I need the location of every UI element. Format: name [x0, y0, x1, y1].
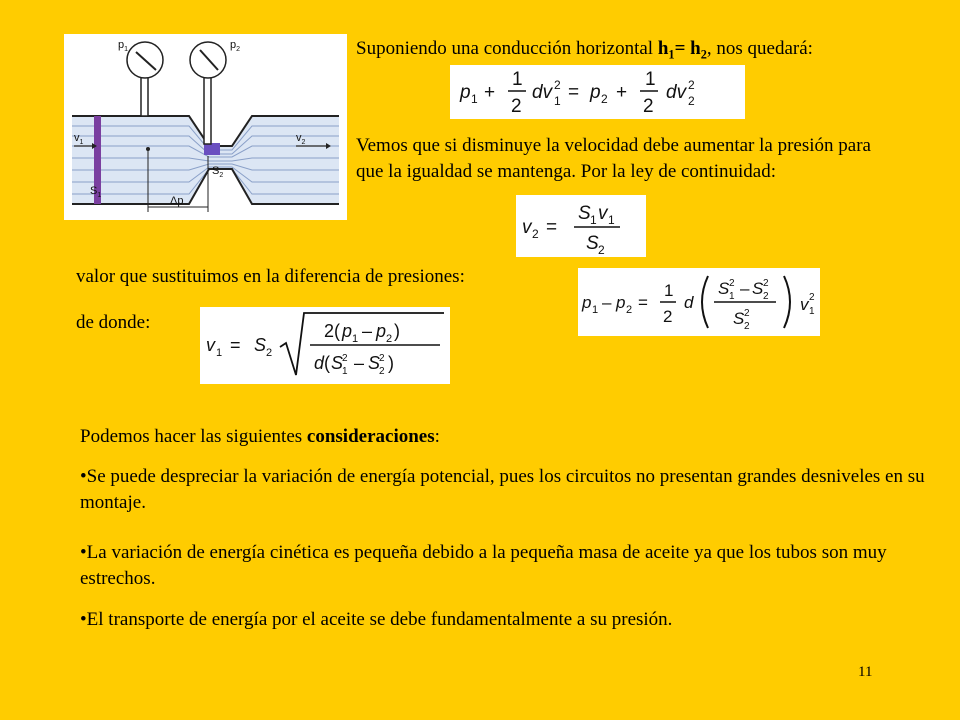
pressure-difference-equation	[578, 268, 820, 336]
svg-text:2: 2	[643, 96, 654, 117]
section-s1-label: $S_1$	[90, 185, 102, 199]
section-s2-label: $S_2$	[212, 165, 224, 179]
consideration-item: •La variación de energía cinética es pequeña debido a la pequeña masa de aceite ya que los tubos son muy estrechos.	[80, 542, 887, 589]
continuity-equation	[516, 195, 646, 257]
venturi-diagram-svg	[64, 34, 347, 220]
svg-text:S: S	[752, 279, 764, 298]
svg-text:1: 1	[645, 69, 656, 90]
svg-text:p: p	[616, 293, 626, 312]
svg-text:dv: dv	[532, 82, 553, 103]
svg-text:1: 1	[664, 281, 674, 300]
svg-text:+: +	[484, 82, 496, 103]
svg-text:1: 1	[592, 304, 599, 316]
consideration-item: •Se puede despreciar la variación de energía potencial, pues los circuitos no presentan grandes desniveles en su montaje.	[80, 466, 925, 513]
svg-text:=: =	[638, 293, 648, 312]
venturi-diagram	[64, 34, 347, 220]
svg-text:2: 2	[763, 291, 769, 302]
svg-text:2: 2	[532, 227, 539, 241]
velocity-v2-label: $v_2$	[296, 132, 306, 146]
result-paragraph: de donde:	[76, 312, 151, 333]
considerations-keyword: consideraciones	[306, 426, 435, 447]
svg-text:2: 2	[386, 333, 393, 345]
svg-text:1: 1	[216, 347, 223, 359]
h1-symbol: $h_1= h_2$	[657, 38, 707, 62]
svg-text:2: 2	[809, 292, 815, 303]
section-s2-marker	[204, 143, 220, 155]
svg-text:S: S	[718, 279, 730, 298]
page-number: 11	[858, 664, 873, 680]
consideration-item: •El transporte de energía por el aceite se debe fundamentalmente a su presión.	[80, 609, 673, 630]
svg-text:2: 2	[342, 353, 348, 364]
svg-text:2: 2	[379, 366, 385, 377]
intro-tail: , nos quedará:	[706, 38, 813, 59]
substitution-paragraph: valor que sustituimos en la diferencia de presiones:	[76, 266, 465, 287]
svg-text:S: S	[254, 335, 267, 355]
svg-text:v: v	[206, 335, 215, 355]
svg-text:(: (	[324, 353, 330, 373]
svg-text:): )	[388, 353, 394, 373]
svg-text:v: v	[598, 203, 608, 224]
svg-text:2: 2	[598, 243, 605, 257]
svg-text:=: =	[546, 217, 558, 238]
svg-text:1: 1	[608, 213, 615, 227]
svg-text:v: v	[522, 217, 532, 238]
svg-text:2: 2	[744, 321, 750, 332]
svg-text:S: S	[331, 353, 344, 373]
svg-text:2: 2	[266, 347, 273, 359]
svg-text:p: p	[582, 293, 592, 312]
svg-text:S: S	[578, 203, 591, 224]
svg-text:1: 1	[729, 291, 735, 302]
svg-text:=: =	[568, 82, 580, 103]
svg-text:dv: dv	[666, 82, 687, 103]
svg-text:v: v	[800, 295, 809, 314]
svg-text:–: –	[354, 353, 365, 373]
svg-text:p: p	[376, 321, 387, 341]
svg-text:–: –	[740, 279, 750, 298]
intro-text: Suponiendo una conducción horizontal	[356, 38, 658, 59]
svg-text:2: 2	[626, 304, 633, 316]
svg-text:2: 2	[688, 94, 695, 108]
svg-text:1: 1	[590, 213, 597, 227]
svg-text:d: d	[314, 353, 325, 373]
bernoulli-equation	[450, 65, 745, 119]
svg-text:2: 2	[379, 353, 385, 364]
velocity-result-equation	[200, 307, 450, 384]
svg-text:p: p	[590, 82, 601, 103]
svg-text:1: 1	[471, 92, 478, 106]
svg-text:1: 1	[342, 366, 348, 377]
svg-text:1: 1	[512, 69, 523, 90]
considerations-intro: Podemos hacer las siguientes consideraciones:	[80, 426, 440, 447]
svg-text:1: 1	[554, 94, 561, 108]
svg-text:=: =	[230, 335, 241, 355]
svg-text:–: –	[602, 293, 612, 312]
svg-text:S: S	[368, 353, 381, 373]
svg-text:2: 2	[554, 78, 561, 92]
svg-text:S: S	[586, 233, 599, 254]
svg-text:1: 1	[352, 333, 359, 345]
svg-text:+: +	[616, 82, 628, 103]
svg-text:2: 2	[763, 278, 769, 289]
svg-text:2: 2	[688, 78, 695, 92]
svg-text:p: p	[460, 82, 471, 103]
svg-text:1: 1	[809, 306, 815, 317]
svg-text:2: 2	[663, 307, 673, 326]
svg-text:d: d	[684, 293, 694, 312]
pressure-difference-label: Δp	[170, 195, 184, 207]
gauge-p2-label: $p_2$	[230, 39, 241, 53]
intro-line	[356, 36, 813, 67]
svg-text:2: 2	[511, 96, 522, 117]
svg-text:2(: 2(	[324, 321, 341, 341]
svg-text:p: p	[342, 321, 353, 341]
svg-text:2: 2	[729, 278, 735, 289]
svg-text:2: 2	[744, 308, 750, 319]
svg-text:–: –	[362, 321, 373, 341]
gauge-p1-label: $p_1$	[118, 39, 129, 53]
velocity-v1-label: $v_1$	[74, 132, 84, 146]
svg-text:): )	[394, 321, 400, 341]
continuity-paragraph: Vemos que si disminuye la velocidad debe aumentar la presión para que la igualdad se mantenga. Por la ley de continuidad:	[356, 135, 871, 182]
svg-text:S: S	[733, 309, 745, 328]
svg-text:2: 2	[601, 92, 608, 106]
